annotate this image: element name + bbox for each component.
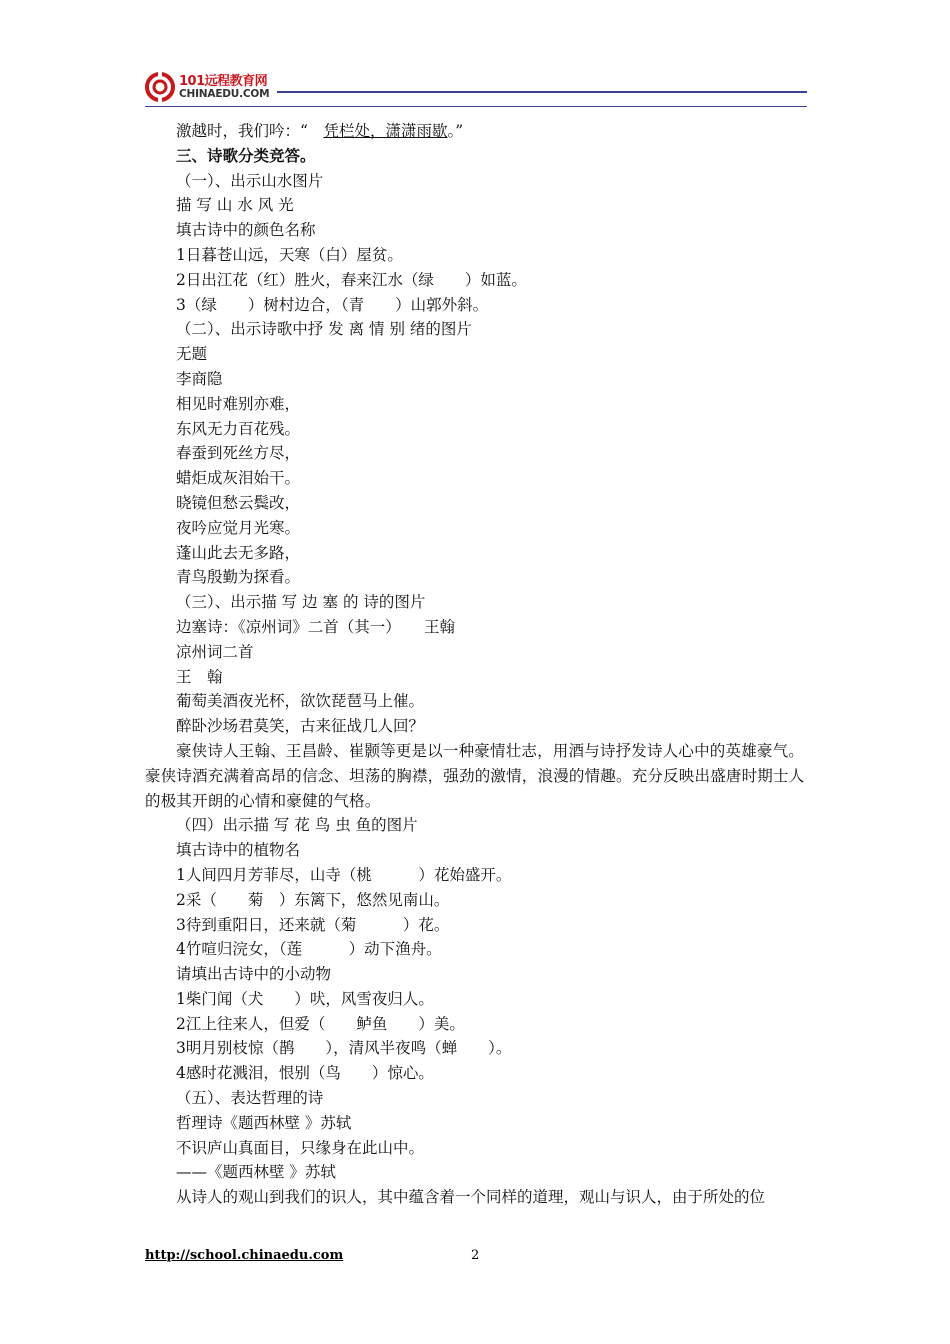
text-line: 边塞诗：《凉州词》二首（其一） 王翰: [176, 617, 456, 636]
poem-line: 春蚕到死丝方尽，: [176, 444, 301, 463]
text-line: 3明月别枝惊（鹊 ），清风半夜鸣（蝉 ）。: [176, 1039, 512, 1058]
text-line: 激越时，我们吟：“ 凭栏处，潇潇雨歇。”: [176, 122, 464, 140]
text-line: 4竹喧归浣女，（莲 ）动下渔舟。: [176, 940, 442, 959]
poem-line: 东风无力百花残。: [176, 419, 301, 438]
text-line: 请填出古诗中的小动物: [176, 965, 332, 984]
text-line: 描 写 山 水 风 光: [176, 196, 294, 215]
logo-chinese-text: 101远程教育网: [179, 74, 268, 89]
poem-line: 青鸟殷勤为探看。: [176, 568, 301, 587]
chinaedu-logo: [145, 70, 275, 106]
text-line: 2江上往来人，但爱（ 鲈鱼 ）美。: [176, 1014, 465, 1033]
subsection-heading: （五）、表达哲理的诗: [176, 1089, 324, 1108]
poem-line: 晓镜但愁云鬓改，: [176, 493, 301, 512]
poem-line: 蜡炬成灰泪始干。: [176, 469, 301, 488]
text-line: 填古诗中的颜色名称: [176, 221, 316, 240]
text-line: 3待到重阳日，还来就（菊 ）花。: [176, 915, 450, 934]
text-line: 填古诗中的植物名: [176, 841, 301, 860]
poem-title: 凉州词二首: [176, 642, 254, 661]
poem-line: 相见时难别亦难，: [176, 394, 301, 413]
text-line: 哲理诗《题西林壁 》苏轼: [176, 1113, 352, 1132]
header-rule-bottom: [145, 106, 807, 107]
underlined-quote: 凭栏处，潇潇雨歇: [323, 122, 448, 140]
subsection-heading: （三）、出示描 写 边 塞 的 诗的图片: [176, 593, 426, 612]
text-line: 从诗人的观山到我们的识人，其中蕴含着一个同样的道理，观山与识人，由于所处的位: [176, 1188, 766, 1207]
footer-url-link[interactable]: http://school.chinaedu.com: [145, 1248, 344, 1263]
text-line: ——《题西林壁 》苏轼: [176, 1163, 336, 1182]
section-heading: 三、诗歌分类竞答。: [176, 145, 316, 165]
poem-author: 王 翰: [176, 667, 223, 686]
text-line: 2采（ 菊 ）东篱下，悠然见南山。: [176, 890, 450, 909]
logo-english-text: CHINAEDU.COM: [179, 88, 270, 100]
text-line: 4感时花溅泪，恨别（鸟 ）惊心。: [176, 1064, 434, 1083]
header-rule-top: [277, 91, 807, 93]
poem-line: 醉卧沙场君莫笑，古来征战几人回？: [176, 717, 425, 736]
poem-line: 不识庐山真面目，只缘身在此山中。: [176, 1138, 425, 1157]
text-line: 1柴门闻（犬 ）吠，风雪夜归人。: [176, 989, 434, 1008]
logo-mark-icon: [145, 72, 175, 102]
subsection-heading: （四）出示描 写 花 鸟 虫 鱼的图片: [176, 816, 418, 835]
poem-line: 葡萄美酒夜光杯，欲饮琵琶马上催。: [176, 692, 425, 711]
document-body: [145, 119, 810, 1210]
poem-line: 夜吟应觉月光寒。: [176, 518, 301, 537]
paragraph: 豪侠诗人王翰、王昌龄、崔颢等更是以一种豪情壮志，用酒与诗抒发诗人心中的英雄豪气。豪侠诗酒充满着高昂的信念、坦荡的胸襟，强劲的激情，浪漫的情趣。充分反映出盛唐时期士人的极其开朗的心情和豪健的气格。: [145, 741, 805, 810]
poem-author: 李商隐: [176, 369, 223, 388]
page-number: 2: [471, 1248, 480, 1263]
poem-line: 蓬山此去无多路，: [176, 543, 301, 562]
text-line: 2日出江花（红）胜火，春来江水（绿 ）如蓝。: [176, 270, 527, 289]
text-line: 3（绿 ）树村边合，（青 ）山郭外斜。: [176, 295, 489, 314]
subsection-heading: （一）、出示山水图片: [176, 171, 324, 190]
subsection-heading: （二）、出示诗歌中抒 发 离 情 别 绪的图片: [176, 320, 472, 339]
text-line: 1人间四月芳菲尽，山寺（桃 ）花始盛开。: [176, 865, 512, 884]
text-line: 1日暮苍山远，天寒（白）屋贫。: [176, 245, 403, 264]
page-header: [145, 66, 810, 110]
poem-title: 无题: [176, 345, 208, 364]
